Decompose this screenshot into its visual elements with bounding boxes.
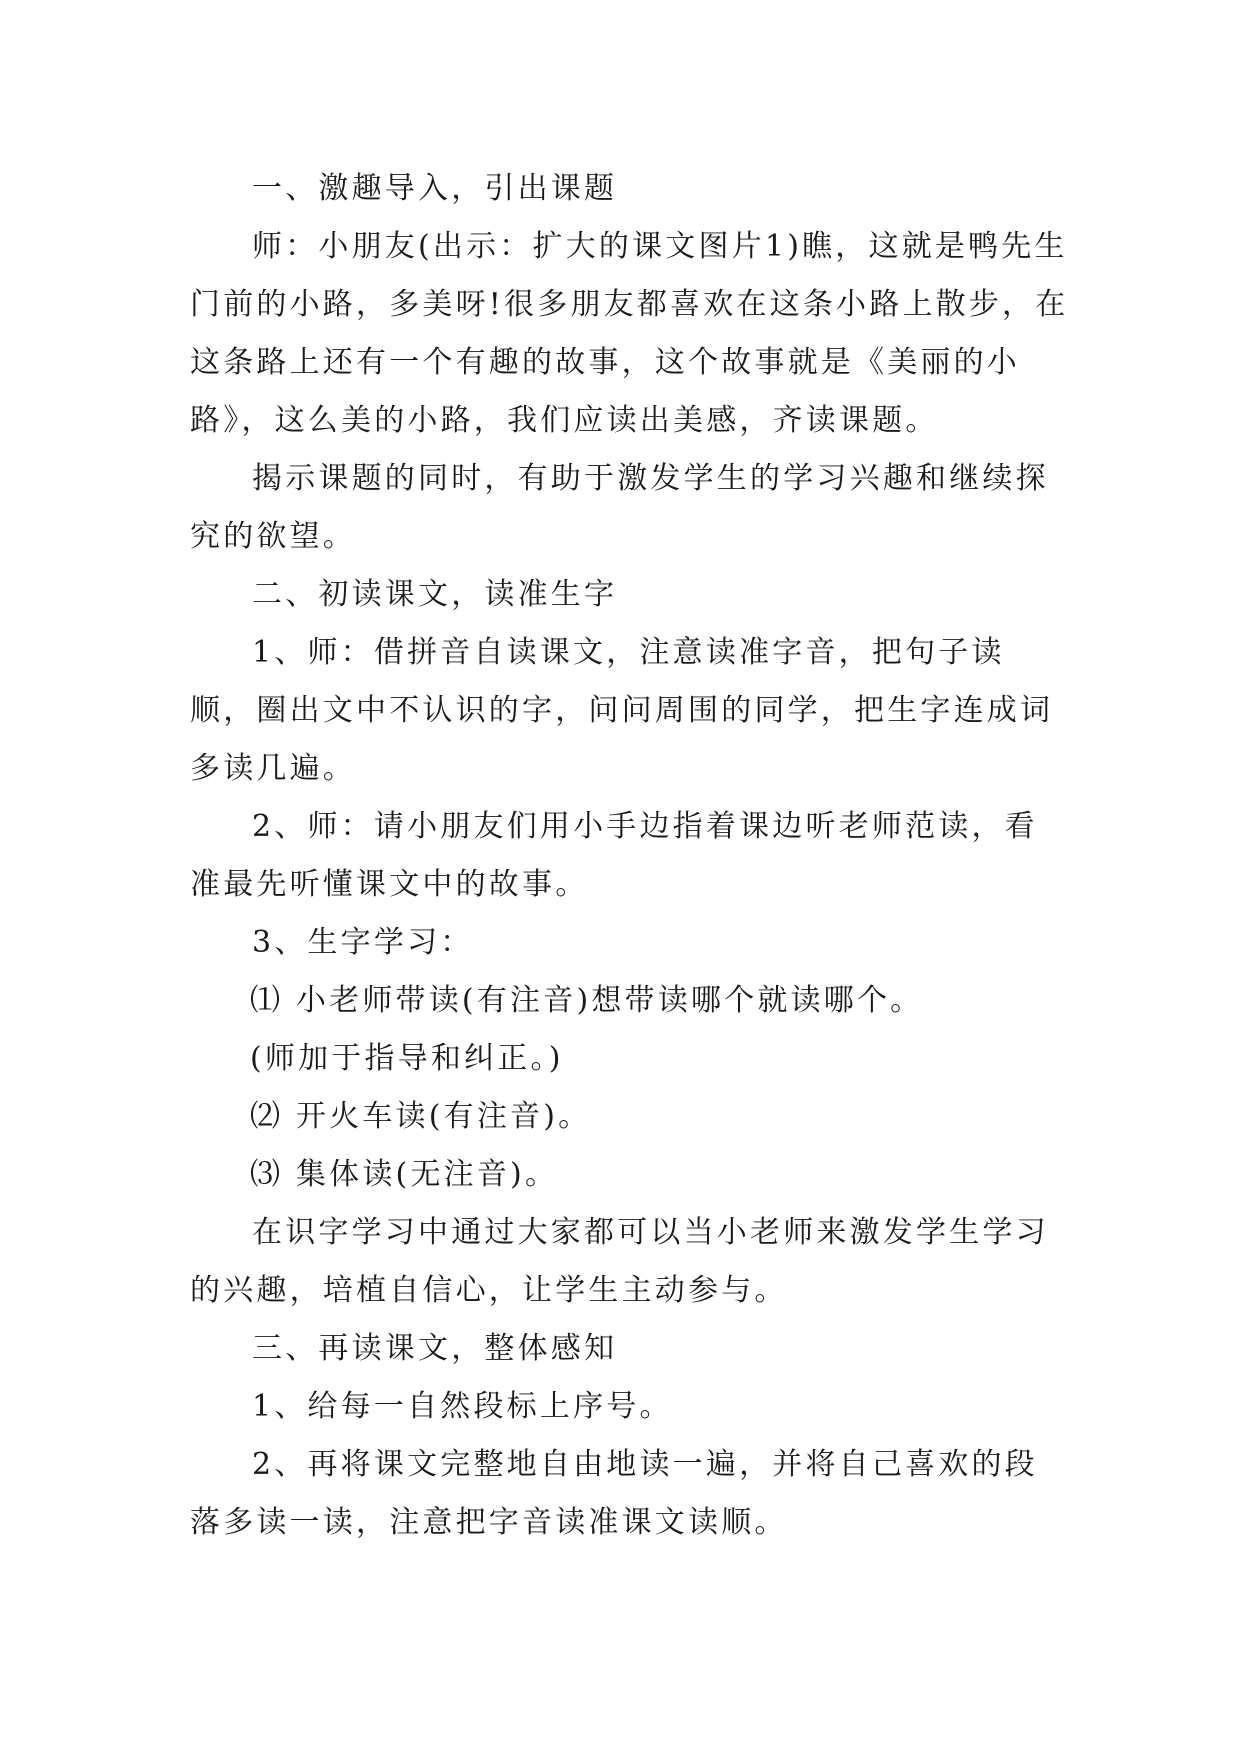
document-body — [190, 160, 1070, 1552]
paragraph: 2、再将课文完整地自由地读一遍，并将自己喜欢的段落多读一读，注意把字音读准课文读顺。 — [190, 1447, 1038, 1540]
paragraph: 3、生字学习： — [252, 925, 474, 960]
paragraph: 1、给每一自然段标上序号。 — [252, 1389, 673, 1424]
paragraph: 师：小朋友(出示：扩大的课文图片1)瞧，这就是鸭先生门前的小路，多美呀!很多朋友都喜欢在这条小路上散步，在这条路上还有一个有趣的故事，这个故事就是《美丽的小路》，这么美的小路，我们应读出美感，齐读课题。 — [190, 229, 1069, 438]
list-note: (师加于指导和纠正。) — [250, 1041, 564, 1076]
paragraph: 揭示课题的同时，有助于激发学生的学习兴趣和继续探究的欲望。 — [190, 461, 1049, 554]
section-heading-1: 一、激趣导入，引出课题 — [252, 171, 618, 206]
list-item: ⑴ 小老师带读(有注音)想带读哪个就读哪个。 — [250, 983, 924, 1018]
list-item: ⑵ 开火车读(有注音)。 — [250, 1099, 592, 1134]
section-heading-2: 二、初读课文，读准生字 — [252, 577, 618, 612]
section-heading-3: 三、再读课文，整体感知 — [252, 1331, 618, 1366]
paragraph: 1、师：借拼音自读课文，注意读准字音，把句子读顺，圈出文中不认识的字，问问周围的同学，把生字连成词多读几遍。 — [190, 635, 1054, 786]
list-item: ⑶ 集体读(无注音)。 — [250, 1157, 559, 1192]
paragraph: 2、师：请小朋友们用小手边指着课边听老师范读，看准最先听懂课文中的故事。 — [190, 809, 1038, 902]
paragraph: 在识字学习中通过大家都可以当小老师来激发学生学习的兴趣，培植自信心，让学生主动参与。 — [190, 1215, 1049, 1308]
